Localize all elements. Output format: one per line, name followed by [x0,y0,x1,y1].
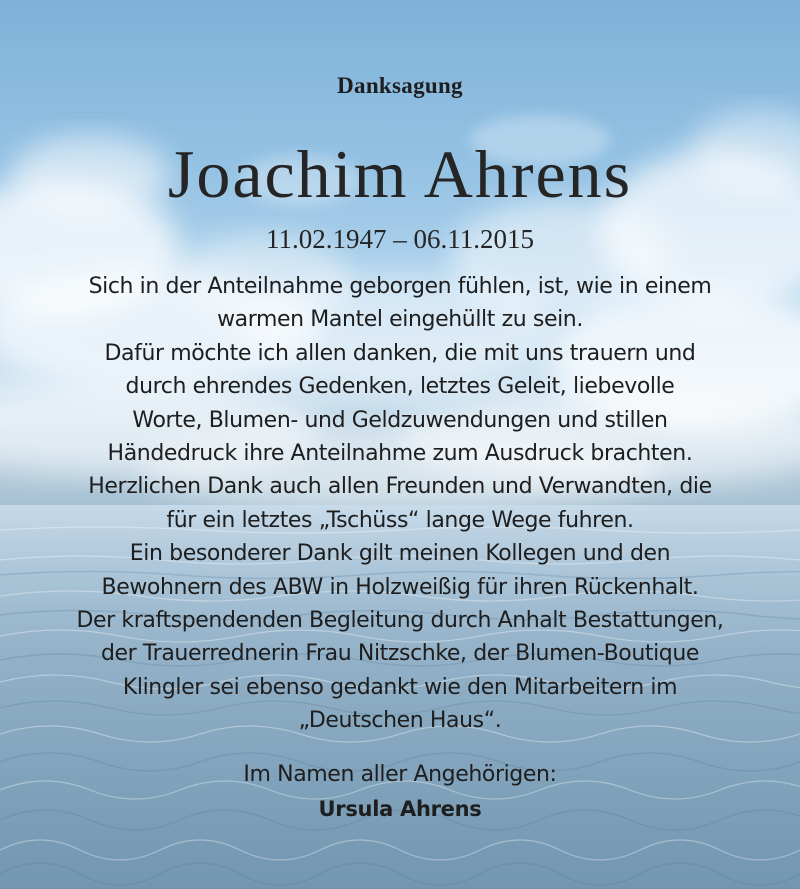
message-line: Bewohnern des ABW in Holzweißig für ihren Rückenhalt. [101,574,699,600]
notice-heading: Danksagung [337,73,463,98]
thank-you-message [20,270,780,738]
deceased-name: Joachim Ahrens [167,136,633,212]
life-dates: 11.02.1947 – 06.11.2015 [266,224,534,254]
message-line: Herzlichen Dank auch allen Freunden und Verwandten, die [88,474,712,500]
signer-name: Ursula Ahrens [318,797,482,821]
closing-line: Im Namen aller Angehörigen: [243,762,557,787]
message-line: Dafür möchte ich allen danken, die mit uns trauern und [104,340,696,366]
message-line: Der kraftspendenden Begleitung durch Anhalt Bestattungen, [76,608,724,634]
message-line: für ein letztes „Tschüss“ lange Wege fuhren. [166,507,634,533]
message-line: Händedruck ihre Anteilnahme zum Ausdruck brachten. [107,441,693,467]
message-line: der Trauerrednerin Frau Nitzschke, der Blumen-Boutique [100,641,700,667]
message-line: Worte, Blumen- und Geldzuwendungen und stillen [132,407,668,433]
message-line: „Deutschen Haus“. [298,708,502,734]
message-line: Sich in der Anteilnahme geborgen fühlen, ist, wie in einem [88,274,712,299]
message-line: warmen Mantel eingehüllt zu sein. [217,307,583,333]
message-line: Klingler sei ebenso gedankt wie den Mitarbeitern im [122,674,678,700]
message-line: Ein besonderer Dank gilt meinen Kollegen und den [129,541,671,567]
message-line: durch ehrendes Gedenken, letztes Geleit, liebevolle [125,374,675,400]
